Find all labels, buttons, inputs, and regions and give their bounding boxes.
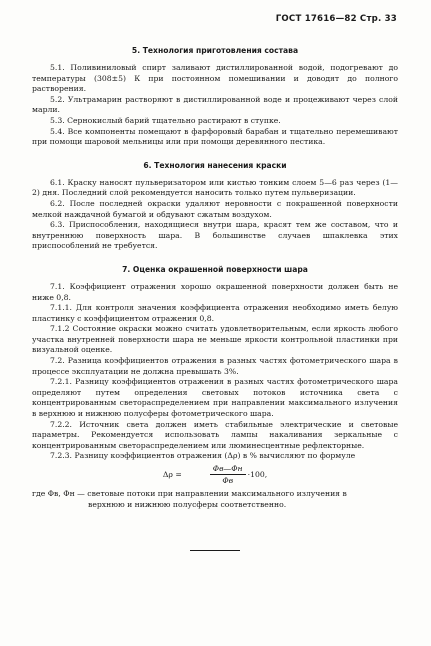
formula-lhs: Δρ = xyxy=(162,470,182,479)
paragraph: 6.1. Краску наносят пульверизатором или кистью тонким слоем 5—6 раз через (1—2) дня. Последний слой рекомендуется наносить только путем пульверизации. xyxy=(32,177,398,198)
paragraph: 7.2.3. Разницу коэффициентов отражения (Δρ) в % вычисляют по формуле xyxy=(50,451,356,461)
paragraph: 7.1.2 Состояние окраски можно считать удовлетворительным, если яркость любого участка внутренней поверхности шара не меньше яркости контрольной пластинки при визуальной оценке. xyxy=(32,324,398,355)
paragraph: 5.3. Сернокислый барий тщательно растирают в ступке. xyxy=(50,115,281,125)
section-title: 5. Технология приготовления состава xyxy=(131,46,299,55)
paragraph: 7.2.1. Разницу коэффициентов отражения в разных частях фотометрического шара определяют путем определения световых потоков источника света с концентрированным светораспределением при направлении максимального излучения в верхнюю и нижнюю полусферы фотометрического шара. xyxy=(32,377,398,419)
formula-legend-line: где Φв, Φн — световые потоки при направлении максимального излучения в xyxy=(32,489,347,498)
paragraph: 5.1. Поливиниловый спирт заливают дистиллированной водой, подогревают до температуры (308±5) К при постоянном помешивании и доводят до полного растворения. xyxy=(32,63,398,94)
page-header: ГОСТ 17616—82 Стр. 33 xyxy=(275,14,397,24)
paragraph: 6.3. Приспособления, находящиеся внутри шара, красят тем же составом, что и внутреннюю поверхность шара. В большинстве случаев шпаклевка этих приспособлений не требуется. xyxy=(32,220,398,251)
paragraph: 7.2. Разница коэффициентов отражения в разных частях фотометрического шара в процессе эксплуатации не должна превышать 3%. xyxy=(32,356,398,376)
end-rule xyxy=(190,550,240,551)
formula-fraction xyxy=(210,464,246,485)
paragraph: 7.2.2. Источник света должен иметь стабильные электрические и световые параметры. Рекомендуется использовать лампы накаливания зеркальные с концентрированным светораспределением или люминесцентные рефлекторные. xyxy=(32,419,398,450)
formula-denominator: Φв xyxy=(222,476,234,485)
formula-tail: ·100, xyxy=(247,470,268,479)
formula-numerator: Φв—Φн xyxy=(210,464,246,475)
section-5 xyxy=(32,46,398,148)
section-6 xyxy=(32,161,398,252)
paragraph: 7.1. Коэффициент отражения хорошо окрашенной поверхности должен быть не ниже 0,8. xyxy=(32,281,398,302)
paragraph: 5.2. Ультрамарин растворяют в дистиллированной воде и процеживают через слой марли. xyxy=(32,94,398,115)
paragraph: 5.4. Все компоненты помещают в фарфоровый барабан и тщательно перемешивают при помощи шаровой мельницы или при помощи деревянного пестика. xyxy=(32,126,398,147)
paragraph: 7.1.1. Для контроля значения коэффициента отражения необходимо иметь белую пластинку с коэффициентом отражения 0,8. xyxy=(32,303,398,323)
section-title: 7. Оценка окрашенной поверхности шара xyxy=(122,264,308,274)
page-body xyxy=(32,46,398,551)
section-title: 6. Технология нанесения краски xyxy=(143,160,287,170)
formula-legend-line: верхнюю и нижнюю полусферы соответственно. xyxy=(88,499,287,509)
section-7 xyxy=(32,265,398,510)
formula xyxy=(32,464,398,485)
paragraph: 6.2. После последней окраски удаляют неровности с покрашенной поверхности мелкой наждачной бумагой и обдувают сжатым воздухом. xyxy=(32,198,398,219)
